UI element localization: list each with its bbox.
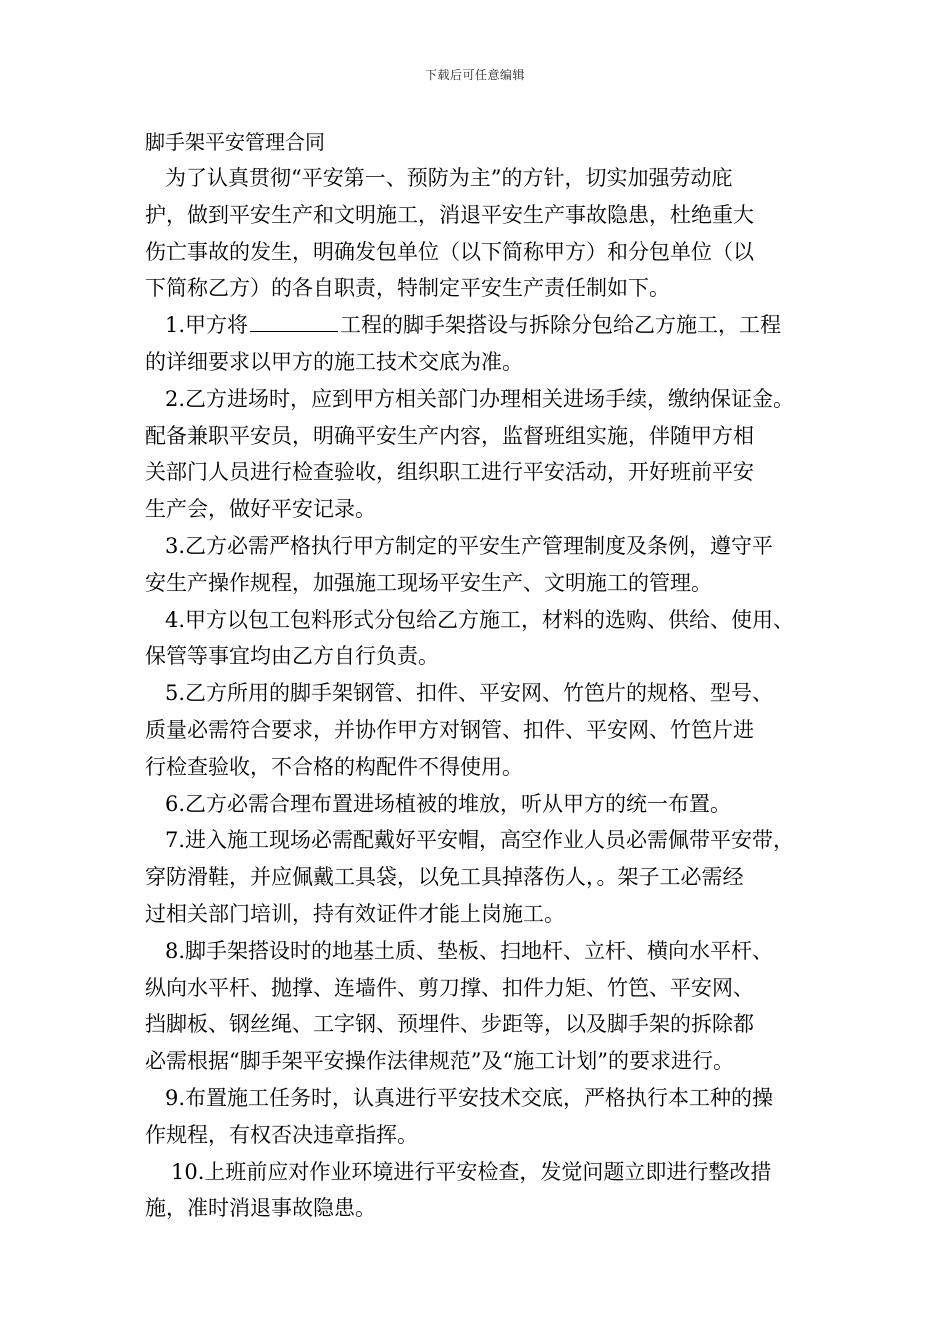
document-body bbox=[145, 124, 825, 1227]
clause-1 bbox=[145, 307, 825, 381]
paragraph-line: 6.乙方必需合理布置进场植被的堆放，听从甲方的统一布置。 bbox=[165, 791, 732, 816]
paragraph-line: 为了认真贯彻“平安第一、预防为主”的方针，切实加强劳动庇 bbox=[165, 166, 733, 190]
paragraph-line: 2.乙方进场时，应到甲方相关部门办理相关进场手续，缴纳保证金。 bbox=[165, 386, 795, 411]
paragraph-line: 挡脚板、钢丝绳、工字钢、预埋件、步距等，以及脚手架的拆除都 bbox=[145, 1012, 754, 1037]
intro-paragraph bbox=[145, 160, 825, 307]
paragraph-line: 行检查验收，不合格的构配件不得使用。 bbox=[145, 754, 523, 779]
paragraph-line: 质量必需符合要求，并协作甲方对钢管、扣件、平安网、竹笆片进 bbox=[145, 717, 754, 742]
clause-5 bbox=[145, 675, 825, 785]
paragraph-line: 8.脚手架搭设时的地基土质、垫板、扫地杆、立杆、横向水平杆、 bbox=[165, 938, 774, 963]
paragraph-line: 护，做到平安生产和文明施工，消退平安生产事故隐患，杜绝重大 bbox=[145, 202, 754, 227]
paragraph-line: 纵向水平杆、抛撑、连墙件、剪刀撑、扣件力矩、竹笆、平安网、 bbox=[145, 975, 754, 1000]
paragraph-line: 配备兼职平安员，明确平安生产内容，监督班组实施，伴随甲方相 bbox=[145, 423, 754, 448]
page-header-note: 下载后可任意编辑 bbox=[424, 68, 525, 82]
paragraph-line: 穿防滑鞋，并应佩戴工具袋，以免工具掉落伤人，。架子工必需经 bbox=[145, 865, 744, 890]
clause-7 bbox=[145, 822, 825, 932]
document-title: 脚手架平安管理合同 bbox=[145, 130, 325, 154]
clause-3 bbox=[145, 528, 825, 602]
paragraph-line: 必需根据“脚手架平安操作法律规范”及“施工计划”的要求进行。 bbox=[145, 1049, 734, 1074]
clause-9 bbox=[145, 1080, 825, 1154]
paragraph-line: 保管等事宜均由乙方自行负责。 bbox=[145, 644, 439, 669]
paragraph-line: 3.乙方必需严格执行甲方制定的平安生产管理制度及条例，遵守平 bbox=[165, 533, 774, 558]
paragraph-line: 生产会，做好平安记录。 bbox=[145, 497, 376, 522]
paragraph-line: 4.甲方以包工包料形式分包给乙方施工，材料的选购、供给、使用、 bbox=[165, 607, 795, 632]
paragraph-line bbox=[145, 307, 825, 344]
clause-6 bbox=[145, 786, 825, 823]
paragraph-line: 的详细要求以甲方的施工技术交底为准。 bbox=[145, 349, 523, 374]
paragraph-line: 伤亡事故的发生，明确发包单位（以下简称甲方）和分包单位（以 bbox=[145, 239, 754, 264]
paragraph-line: 过相关部门培训，持有效证件才能上岗施工。 bbox=[145, 901, 565, 926]
clause-8 bbox=[145, 933, 825, 1080]
paragraph-line: 安生产操作规程，加强施工现场平安生产、文明施工的管理。 bbox=[145, 570, 712, 595]
paragraph-line: 5.乙方所用的脚手架钢管、扣件、平安网、竹笆片的规格、型号、 bbox=[165, 681, 774, 706]
paragraph-line: 施，准时消退事故隐患。 bbox=[145, 1196, 376, 1221]
paragraph-line: 下简称乙方）的各自职责，特制定平安生产责任制如下。 bbox=[145, 276, 670, 301]
clause-1-prefix: 1.甲方将 bbox=[165, 313, 249, 338]
fill-in-blank bbox=[250, 309, 338, 332]
paragraph-line: 作规程，有权否决违章指挥。 bbox=[145, 1122, 418, 1147]
clause-4 bbox=[145, 602, 825, 676]
clause-1-suffix: 工程的脚手架搭设与拆除分包给乙方施工，工程 bbox=[340, 313, 782, 338]
paragraph-line: 7.进入施工现场必需配戴好平安帽，高空作业人员必需佩带平安带， bbox=[165, 828, 795, 853]
clause-10 bbox=[145, 1154, 825, 1228]
paragraph-line: 9.布置施工任务时，认真进行平安技术交底，严格执行本工种的操 bbox=[165, 1085, 774, 1110]
paragraph-line: 10.上班前应对作业环境进行平安检查，发觉问题立即进行整改措 bbox=[171, 1159, 772, 1184]
paragraph-line: 关部门人员进行检查验收，组织职工进行平安活动，开好班前平安 bbox=[145, 460, 754, 485]
clause-2 bbox=[145, 381, 825, 528]
